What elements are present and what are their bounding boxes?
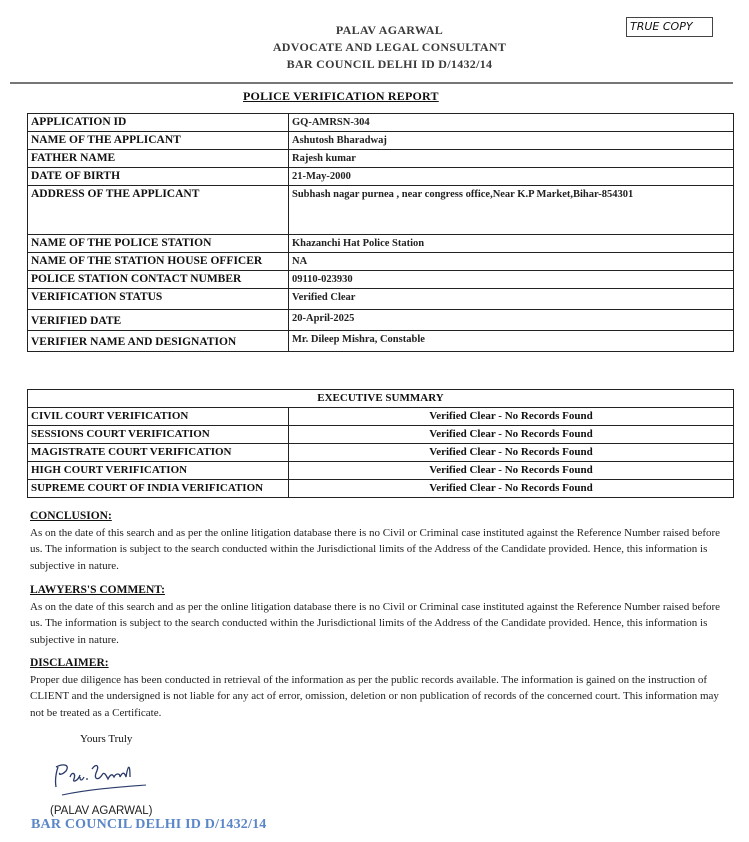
- table-row: [28, 289, 734, 310]
- table-row: [28, 114, 734, 132]
- detail-value: Khazanchi Hat Police Station: [289, 235, 734, 253]
- detail-label: APPLICATION ID: [28, 114, 289, 132]
- report-title: POLICE VERIFICATION REPORT: [243, 89, 439, 103]
- closing-text: Yours Truly: [80, 733, 133, 745]
- disclaimer-heading: DISCLAIMER:: [30, 657, 109, 669]
- table-row: [28, 444, 734, 462]
- summary-title: EXECUTIVE SUMMARY: [28, 390, 734, 408]
- detail-value: 20-April-2025: [289, 310, 734, 331]
- detail-label: NAME OF THE STATION HOUSE OFFICER: [28, 253, 289, 271]
- detail-label: FATHER NAME: [28, 150, 289, 168]
- table-row: [28, 186, 734, 235]
- table-header-row: [28, 390, 734, 408]
- detail-value: 21-May-2000: [289, 168, 734, 186]
- true-copy-stamp: TRUE COPY: [626, 17, 713, 37]
- advocate-name: PALAV AGARWAL: [335, 23, 444, 37]
- lawyers-comment-section: [30, 582, 730, 648]
- table-row: [28, 253, 734, 271]
- detail-value: Ashutosh Bharadwaj: [289, 132, 734, 150]
- summary-label: HIGH COURT VERIFICATION: [28, 462, 289, 480]
- summary-value: Verified Clear - No Records Found: [289, 462, 734, 480]
- detail-label: VERIFIER NAME AND DESIGNATION: [28, 331, 289, 352]
- detail-label: NAME OF THE POLICE STATION: [28, 235, 289, 253]
- detail-label: ADDRESS OF THE APPLICANT: [28, 186, 289, 235]
- summary-label: SUPREME COURT OF INDIA VERIFICATION: [28, 480, 289, 498]
- conclusion-text: As on the date of this search and as per the online litigation database there is no Civil or Criminal case instituted against the Reference Number raised before us. The information is subject to the search conducted within the Jurisdictional limits of the Address of the Candidate provided. Hence, this information is subjective in nature.: [30, 526, 721, 572]
- detail-value: Verified Clear: [289, 289, 734, 310]
- header-divider: [10, 82, 733, 84]
- detail-value: GQ-AMRSN-304: [289, 114, 734, 132]
- signatory-bar-id: BAR COUNCIL DELHI ID D/1432/14: [31, 817, 267, 832]
- detail-label: NAME OF THE APPLICANT: [28, 132, 289, 150]
- table-row: [28, 271, 734, 289]
- lawyers-comment-heading: LAWYERS'S COMMENT:: [30, 584, 165, 596]
- summary-label: MAGISTRATE COURT VERIFICATION: [28, 444, 289, 462]
- detail-label: VERIFIED DATE: [28, 310, 289, 331]
- signature-icon: [50, 755, 160, 800]
- detail-label: POLICE STATION CONTACT NUMBER: [28, 271, 289, 289]
- details-table: [27, 113, 734, 352]
- table-row: [28, 132, 734, 150]
- detail-value: Mr. Dileep Mishra, Constable: [289, 331, 734, 352]
- detail-value: 09110-023930: [289, 271, 734, 289]
- table-row: [28, 408, 734, 426]
- summary-value: Verified Clear - No Records Found: [289, 426, 734, 444]
- table-row: [28, 480, 734, 498]
- detail-value: Subhash nagar purnea , near congress office,Near K.P Market,Bihar-854301: [289, 186, 734, 235]
- advocate-role: ADVOCATE AND LEGAL CONSULTANT: [272, 40, 507, 54]
- table-row: [28, 310, 734, 331]
- summary-value: Verified Clear - No Records Found: [289, 480, 734, 498]
- executive-summary-table: [27, 389, 734, 498]
- detail-label: VERIFICATION STATUS: [28, 289, 289, 310]
- disclaimer-text: Proper due diligence has been conducted in retrieval of the information as per the public records available. The information is gained on the instruction of CLIENT and the undersigned is not liable for any act of error, omission, deletion or non publication of records of the concerned court. This information may not be treated as a Certificate.: [30, 673, 719, 719]
- detail-value: Rajesh kumar: [289, 150, 734, 168]
- summary-value: Verified Clear - No Records Found: [289, 408, 734, 426]
- detail-label: DATE OF BIRTH: [28, 168, 289, 186]
- advocate-bar-id: BAR COUNCIL DELHI ID D/1432/14: [286, 57, 493, 71]
- summary-value: Verified Clear - No Records Found: [289, 444, 734, 462]
- summary-label: CIVIL COURT VERIFICATION: [28, 408, 289, 426]
- disclaimer-section: [30, 655, 730, 721]
- detail-value: NA: [289, 253, 734, 271]
- lawyers-comment-text: As on the date of this search and as per the online litigation database there is no Civil or Criminal case instituted against the Reference Number raised before us. The information is subject to the search conducted within the Jurisdictional limits of the Address of the Candidate provided. Hence, this information is subjective in nature.: [30, 600, 721, 646]
- table-row: [28, 168, 734, 186]
- conclusion-section: [30, 508, 730, 574]
- table-row: [28, 426, 734, 444]
- signatory-name: (PALAV AGARWAL): [50, 805, 153, 817]
- table-row: [28, 331, 734, 352]
- table-row: [28, 235, 734, 253]
- table-row: [28, 462, 734, 480]
- conclusion-heading: CONCLUSION:: [30, 510, 112, 522]
- summary-label: SESSIONS COURT VERIFICATION: [28, 426, 289, 444]
- table-row: [28, 150, 734, 168]
